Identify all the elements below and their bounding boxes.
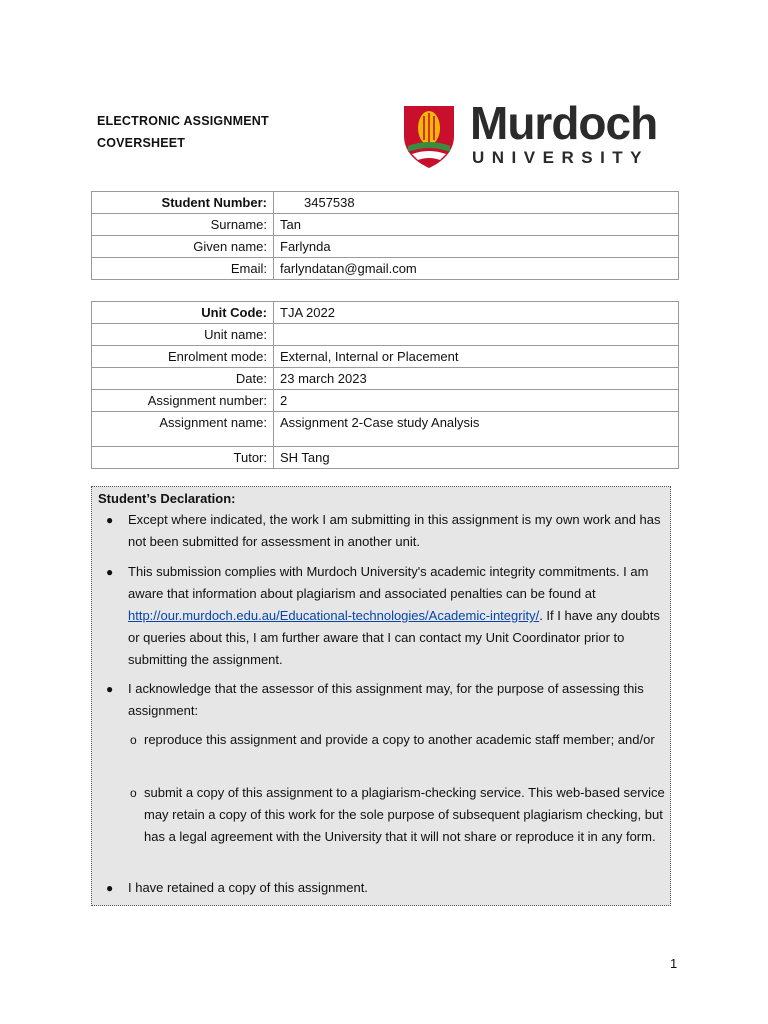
sub-bullet-icon: o (130, 733, 137, 747)
date-value: 23 march 2023 (274, 368, 679, 390)
bullet-icon: ● (106, 565, 114, 579)
date-row (92, 368, 679, 390)
enrolment-mode-row (92, 346, 679, 368)
declaration-sub-bullet-1 (130, 729, 666, 751)
declaration-bullet-3-text: I acknowledge that the assessor of this assignment may, for the purpose of assessing this assignment: (128, 681, 644, 718)
unit-name-row (92, 324, 679, 346)
logo-wordmark: Murdoch (470, 97, 658, 149)
tutor-value: SH Tang (274, 447, 679, 469)
given-name-label: Given name: (92, 236, 274, 258)
bullet-icon: ● (106, 682, 114, 696)
enrolment-mode-label: Enrolment mode: (92, 346, 274, 368)
email-label: Email: (92, 258, 274, 280)
given-name-value: Farlynda (274, 236, 679, 258)
surname-value: Tan (274, 214, 679, 236)
unit-name-value (274, 324, 679, 346)
student-declaration (91, 486, 671, 906)
assignment-number-label: Assignment number: (92, 390, 274, 412)
student-number-text: 3457538 (304, 195, 355, 210)
page-title (97, 110, 269, 154)
assignment-name-label: Assignment name: (92, 412, 274, 447)
date-label: Date: (92, 368, 274, 390)
bullet-icon: ● (106, 881, 114, 895)
tutor-label: Tutor: (92, 447, 274, 469)
declaration-bullet-1 (106, 509, 664, 553)
tutor-row (92, 447, 679, 469)
unit-name-label: Unit name: (92, 324, 274, 346)
declaration-bullet-2 (106, 561, 664, 671)
declaration-bullet-4 (106, 877, 664, 899)
declaration-bullet-2-text-end: . If I have any doubts or queries about this, I am further aware that I can contact my Unit Coordinator prior to submitting the assignment. (128, 608, 660, 667)
given-name-row (92, 236, 679, 258)
student-details-table (91, 191, 679, 280)
sub-bullet-icon: o (130, 786, 137, 800)
student-number-value (274, 192, 679, 214)
academic-integrity-link[interactable]: http://our.murdoch.edu.au/Educational-technologies/Academic-integrity/ (128, 608, 540, 623)
murdoch-logo (400, 97, 675, 172)
unit-code-row (92, 302, 679, 324)
declaration-sub-bullet-2 (130, 782, 666, 848)
crest-icon (400, 102, 458, 170)
declaration-bullet-1-text: Except where indicated, the work I am submitting in this assignment is my own work and has not been submitted for assessment in another unit. (128, 512, 661, 549)
email-row (92, 258, 679, 280)
assignment-number-value: 2 (274, 390, 679, 412)
student-number-label: Student Number: (92, 192, 274, 214)
surname-row (92, 214, 679, 236)
assignment-number-row (92, 390, 679, 412)
assignment-name-row (92, 412, 679, 447)
declaration-bullet-2-text: This submission complies with Murdoch University's academic integrity commitments. I am aware that information about plagiarism and associated penalties can be found at (128, 564, 649, 601)
declaration-heading: Student’s Declaration: (98, 491, 236, 506)
declaration-bullet-4-text: I have retained a copy of this assignment. (128, 880, 368, 895)
title-line-2: COVERSHEET (97, 136, 186, 150)
unit-details-table (91, 301, 679, 469)
surname-label: Surname: (92, 214, 274, 236)
declaration-bullet-3 (106, 678, 664, 722)
logo-subword: UNIVERSITY (472, 148, 650, 167)
assignment-name-value: Assignment 2-Case study Analysis (274, 412, 679, 447)
email-value: farlyndatan@gmail.com (274, 258, 679, 280)
unit-code-label: Unit Code: (92, 302, 274, 324)
declaration-sub-bullet-1-text: reproduce this assignment and provide a copy to another academic staff member; and/or (144, 732, 655, 747)
student-number-row (92, 192, 679, 214)
unit-code-value: TJA 2022 (274, 302, 679, 324)
enrolment-mode-value: External, Internal or Placement (274, 346, 679, 368)
title-line-1: ELECTRONIC ASSIGNMENT (97, 114, 269, 128)
page-number: 1 (670, 956, 678, 971)
bullet-icon: ● (106, 513, 114, 527)
declaration-sub-bullet-2-text: submit a copy of this assignment to a plagiarism-checking service. This web-based service may retain a copy of this work for the sole purpose of subsequent plagiarism checking, but has a legal agreement with the University that it will not share or reproduce it in any form. (144, 785, 665, 844)
